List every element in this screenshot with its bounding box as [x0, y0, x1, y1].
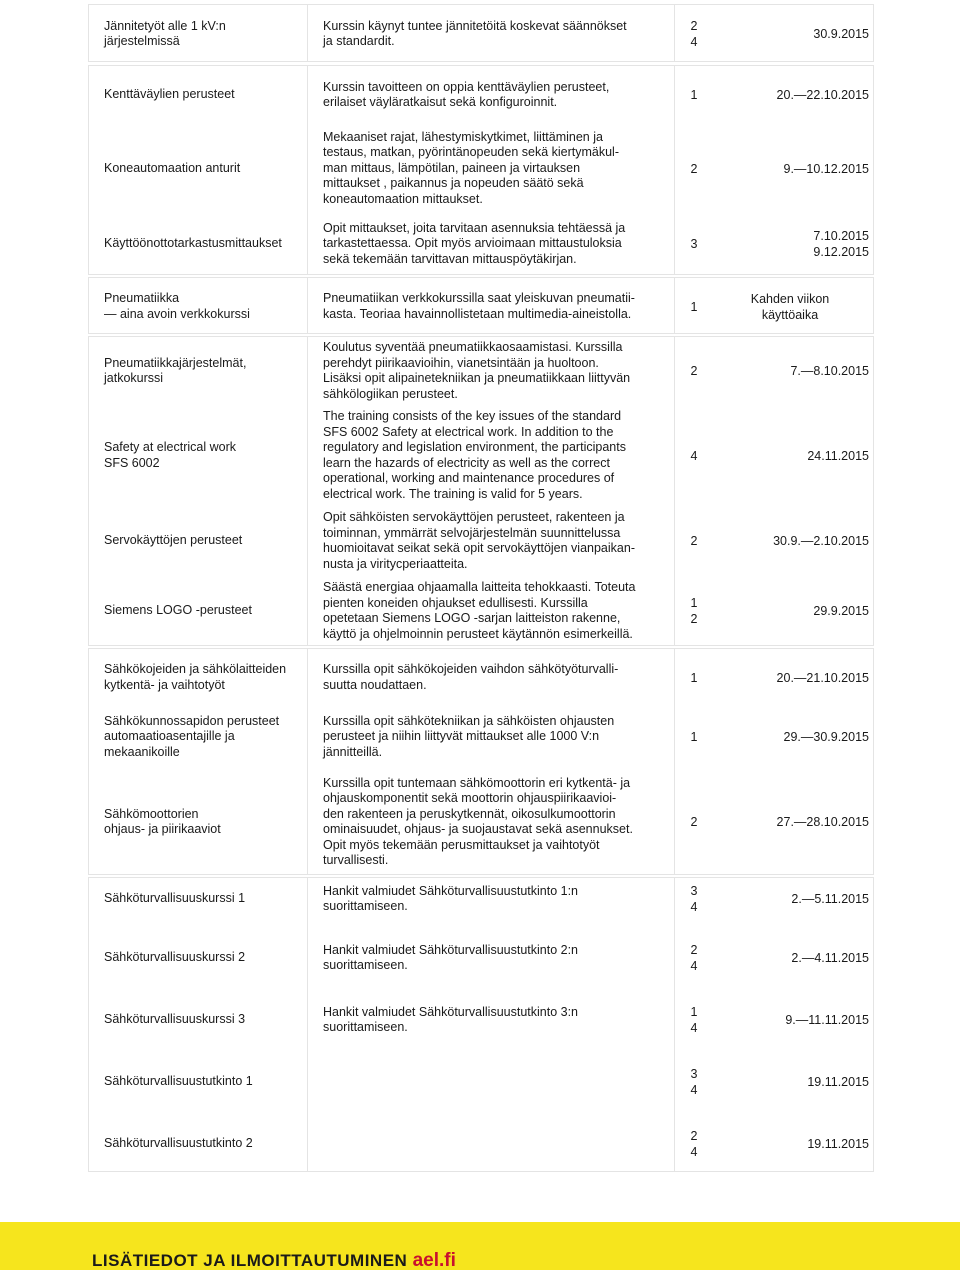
course-description: Hankit valmiudet Sähköturvallisuustutkinto 2:n suorittamiseen.: [323, 942, 578, 972]
course-name: Kenttäväylien perusteet: [104, 87, 235, 102]
footer-banner: [0, 1222, 960, 1270]
course-row: [89, 214, 873, 274]
course-row: [89, 577, 873, 645]
course-days: 2: [690, 534, 698, 548]
course-name: Jännitetyöt alle 1 kV:n järjestelmissä: [104, 18, 226, 48]
course-date: 30.9.—2.10.2015: [773, 534, 869, 548]
course-row: [89, 708, 873, 766]
course-days: 1: [690, 670, 698, 685]
course-days: 4: [690, 448, 698, 463]
course-description: Kurssin tavoitteen on oppia kenttäväylien perusteet, erilaiset väyläratkaisut sekä konfiguroinnit.: [323, 79, 610, 109]
course-date: 24.11.2015: [807, 448, 869, 463]
course-row: [89, 507, 873, 575]
course-description: Kurssilla opit sähkötekniikan ja sähköisten ohjausten perusteet ja niihin liittyvät mittaukset alle 1000 V:n jännitteillä.: [323, 713, 615, 759]
course-description: Opit mittaukset, joita tarvitaan asennuksia tehtäessä ja tarkastettaessa. Opit myös arvioimaan mittaustuloksia sekä tekemään tarvittavan mittauspöytäkirjan.: [323, 220, 626, 266]
course-description: Koulutus syventää pneumatiikkaosaamistasi. Kurssilla perehdyt piirikaavioihin, vianetsintään ja huoltoon. Lisäksi opit alipainetekniikan ja pneumatiikkaan liittyvän sähkölogiikan perusteet.: [323, 340, 631, 401]
course-days: 1 2: [690, 596, 698, 626]
course-description: Mekaaniset rajat, lähestymiskytkimet, liittäminen ja testaus, matkan, pyörintänopeuden sekä kiertymäkul- man mittaus, lämpötilan, paineen ja virtauksen mittaukset , paikannus ja nopeuden säätö sekä koneautomaation mittaukset.: [323, 129, 619, 206]
course-row: [89, 1061, 873, 1103]
course-card: [88, 877, 874, 1172]
course-row: [89, 769, 873, 875]
course-date: 30.9.2015: [813, 27, 869, 41]
course-name: Pneumatiikka — aina avoin verkkokurssi: [104, 291, 250, 321]
course-date: 7.—8.10.2015: [790, 364, 869, 378]
course-description: Pneumatiikan verkkokurssilla saat yleiskuvan pneumatii- kasta. Teoriaa havainnollistetaan multimedia-aineistolla.: [323, 291, 635, 321]
course-card: [88, 65, 874, 275]
course-name: Sähkömoottorien ohjaus- ja piirikaaviot: [104, 806, 221, 836]
course-description: Opit sähköisten servokäyttöjen perusteet, rakenteen ja toiminnan, ymmärrät selvojärjestelmän suunnittelussa huomioitavat seikat sekä opit servokäyttöjen vianpaikan- nusta ja virityсperiaatteita.: [323, 510, 635, 571]
course-days: 2: [690, 364, 698, 378]
course-description: Säästä energiaa ohjaamalla laitteita tehokkaasti. Toteuta pienten koneiden ohjaukset edullisesti. Kurssilla opetetaan Siemens LOGO -sarjan laitteiston rakenne, käyttö ja ohjelmoinnin perusteet käytännön esimerkeillä.: [323, 580, 636, 641]
course-card: [88, 4, 874, 62]
footer-label: LISÄTIEDOT JA ILMOITTAUTUMINEN: [92, 1251, 408, 1270]
course-days: 2 4: [690, 19, 698, 49]
course-card: [88, 336, 874, 646]
course-date: 29.—30.9.2015: [783, 730, 869, 744]
course-description: Kurssilla opit sähkökojeiden vaihdon sähkötyöturvalli- suutta noudattaen.: [323, 662, 619, 692]
course-description: Kurssilla opit tuntemaan sähkömoottorin eri kytkentä- ja ohjauskomponentit sekä moottorin ohjauspiirikaavioi- den rakenteen ja peruskytkennät, oikosulkumoottorin ominaisuudet, ohjaus- ja suojaustavat sekä asennukset. Opit myös tekemään perusmittaukset ja vaihtotyöt turvallisesti.: [323, 775, 633, 867]
course-date: 2.—5.11.2015: [791, 892, 869, 906]
course-name: Käyttöönottotarkastusmittaukset: [104, 236, 282, 251]
course-description: Hankit valmiudet Sähköturvallisuustutkinto 1:n suorittamiseen.: [323, 883, 578, 913]
course-row: [89, 278, 873, 335]
course-date: 20.—21.10.2015: [776, 670, 869, 685]
course-name: Sähköturvallisuuskurssi 3: [104, 1012, 246, 1027]
course-days: 1: [690, 299, 698, 314]
course-name: Safety at electrical work SFS 6002: [104, 440, 236, 470]
course-name: Sähkökunnossapidon perusteet automaatioasentajille ja mekaanikoille: [104, 713, 280, 759]
course-date: 2.—4.11.2015: [791, 951, 869, 965]
course-name: Koneautomaation anturit: [104, 160, 241, 175]
course-date: 19.11.2015: [807, 1137, 869, 1151]
course-description: Kurssin käynyt tuntee jännitetöitä koskevat säännökset ja standardit.: [323, 18, 627, 48]
course-row: [89, 878, 873, 920]
course-days: 2 4: [690, 1129, 698, 1159]
course-name: Sähköturvallisuuskurssi 1: [104, 891, 246, 906]
course-row: [89, 407, 873, 504]
course-name: Sähköturvallisuustutkinto 2: [104, 1136, 253, 1151]
course-date: 9.—11.11.2015: [785, 1013, 869, 1027]
course-days: 1 4: [690, 1005, 698, 1035]
course-card: [88, 648, 874, 875]
course-row: [89, 999, 873, 1041]
course-days: 1: [690, 730, 698, 744]
footer-link[interactable]: ael.fi: [412, 1250, 456, 1271]
course-row: [89, 66, 873, 124]
course-date: 7.10.2015 9.12.2015: [813, 229, 869, 259]
course-name: Sähköturvallisuuskurssi 2: [104, 950, 246, 965]
course-days: 3 4: [690, 884, 698, 914]
course-days: 1: [690, 88, 698, 102]
course-row: [89, 1123, 873, 1165]
course-date: 27.—28.10.2015: [776, 815, 869, 829]
course-name: Sähköturvallisuustutkinto 1: [104, 1074, 253, 1089]
course-row: [89, 649, 873, 706]
course-date: Kahden viikon käyttöaika: [750, 291, 830, 322]
course-name: Sähkökojeiden ja sähkölaitteiden kytkentä- ja vaihtotyöt: [104, 662, 287, 692]
course-row: [89, 126, 873, 211]
course-name: Siemens LOGO -perusteet: [104, 603, 252, 618]
course-days: 2: [690, 815, 698, 829]
course-days: 3 4: [690, 1067, 698, 1097]
course-days: 2: [690, 161, 698, 176]
course-days: 2 4: [690, 943, 698, 973]
course-date: 29.9.2015: [813, 604, 869, 618]
course-name: Pneumatiikkajärjestelmät, jatkokurssi: [104, 355, 247, 385]
course-row: [89, 5, 873, 63]
course-description: The training consists of the key issues of the standard SFS 6002 Safety at electrical work. In addition to the regulatory and legislation environment, the participants learn the hazards of electricity as well as the correct operational, working and maintenance procedures of electrical work. The training is valid for 5 years.: [323, 409, 626, 501]
course-row: [89, 937, 873, 979]
course-date: 20.—22.10.2015: [776, 88, 869, 102]
footer-text: [92, 1250, 456, 1272]
course-card: [88, 277, 874, 334]
course-date: 19.11.2015: [807, 1075, 869, 1089]
course-description: Hankit valmiudet Sähköturvallisuustutkinto 3:n suorittamiseen.: [323, 1004, 578, 1034]
course-row: [89, 337, 873, 405]
course-name: Servokäyttöjen perusteet: [104, 533, 243, 548]
course-days: 3: [690, 237, 698, 251]
course-date: 9.—10.12.2015: [783, 161, 869, 176]
